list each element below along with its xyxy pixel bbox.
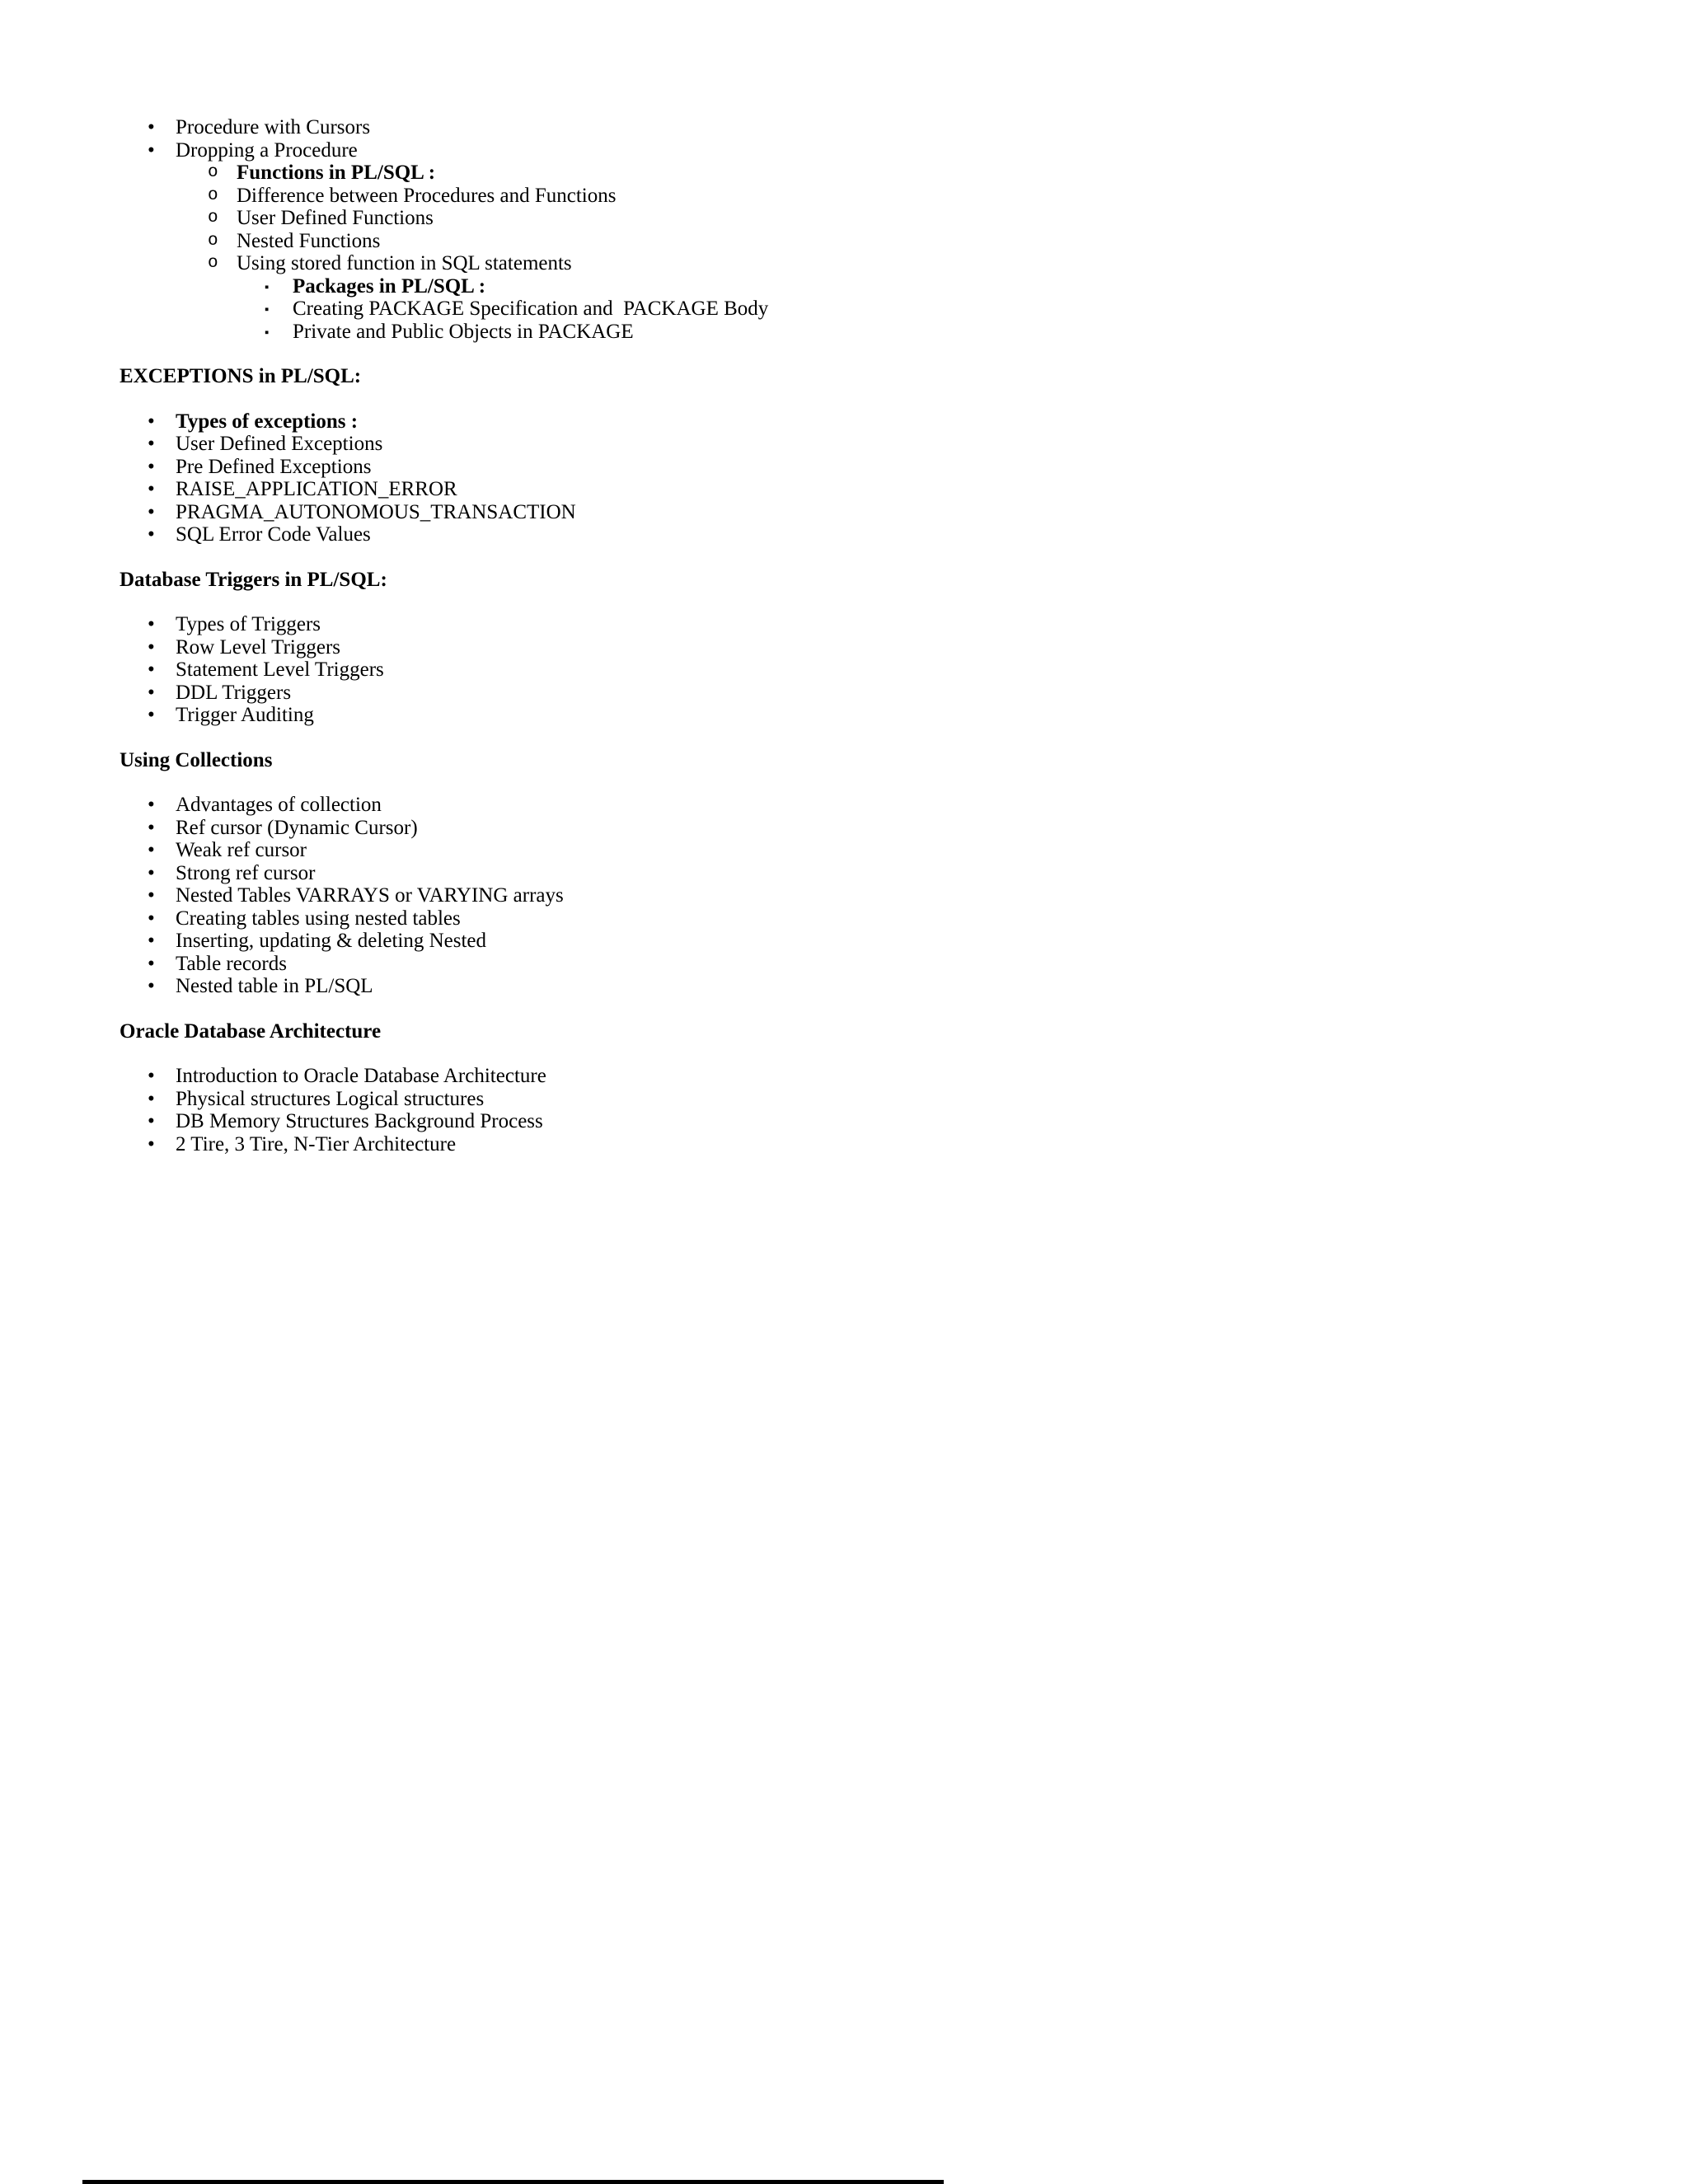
list-item-text: Difference between Procedures and Functions <box>237 184 617 207</box>
bullet-list <box>120 410 1589 546</box>
bullet-list <box>120 794 1589 998</box>
list-item-text: Ref cursor (Dynamic Cursor) <box>176 816 418 839</box>
list-item <box>120 456 1589 479</box>
list-item <box>120 817 1589 840</box>
list-item <box>120 523 1589 546</box>
list-item <box>120 478 1589 501</box>
list-item-text: Creating tables using nested tables <box>176 907 461 930</box>
bullet-icon: ▪ <box>265 280 270 294</box>
list-item-text: Table records <box>176 952 287 975</box>
list-item <box>120 682 1589 705</box>
bullet-icon: • <box>148 930 155 952</box>
list-item <box>120 613 1589 636</box>
list-item <box>120 839 1589 862</box>
bullet-icon: o <box>208 163 218 182</box>
list-item <box>120 252 1589 275</box>
list-item <box>120 1110 1589 1133</box>
list-item <box>120 116 1589 139</box>
list-item-text: Nested table in PL/SQL <box>176 975 373 997</box>
list-item <box>120 230 1589 253</box>
bullet-icon: o <box>208 231 218 251</box>
list-item-text: Inserting, updating & deleting Nested <box>176 930 487 952</box>
bullet-icon: • <box>148 523 155 546</box>
bullet-icon: • <box>148 1065 155 1087</box>
bullet-icon: • <box>148 500 155 523</box>
section-heading: EXCEPTIONS in PL/SQL: <box>120 365 362 387</box>
list-item-text: Using stored function in SQL statements <box>237 252 572 274</box>
bullet-list <box>120 613 1589 727</box>
bullet-icon: • <box>148 839 155 861</box>
list-item-text: Advantages of collection <box>176 794 382 816</box>
list-item <box>120 162 1589 185</box>
bullet-icon: ▪ <box>265 303 270 316</box>
bullet-icon: • <box>148 975 155 997</box>
bullet-icon: • <box>148 794 155 816</box>
list-item-text: RAISE_APPLICATION_ERROR <box>176 478 457 500</box>
list-item-text: Nested Tables VARRAYS or VARYING arrays <box>176 884 564 907</box>
bullet-list <box>120 116 1589 343</box>
bullet-icon: • <box>148 704 155 726</box>
bullet-icon: • <box>148 884 155 907</box>
bullet-icon: • <box>148 613 155 635</box>
section-heading: Oracle Database Architecture <box>120 1019 382 1043</box>
bullet-icon: • <box>148 658 155 681</box>
bullet-icon: • <box>148 116 155 138</box>
list-item-text: Trigger Auditing <box>176 704 314 726</box>
bullet-list <box>120 1065 1589 1155</box>
list-item-text: SQL Error Code Values <box>176 523 371 546</box>
list-item <box>120 704 1589 727</box>
list-item-text: Nested Functions <box>237 229 381 252</box>
section-heading: Using Collections <box>120 748 273 771</box>
bullet-icon: • <box>148 410 155 433</box>
list-item <box>120 139 1589 162</box>
list-item-text: DDL Triggers <box>176 681 292 704</box>
list-item <box>120 185 1589 208</box>
bullet-icon: • <box>148 478 155 500</box>
bullet-icon: o <box>208 254 218 273</box>
list-item-text: User Defined Exceptions <box>176 433 383 455</box>
list-item-text: Physical structures Logical structures <box>176 1087 485 1110</box>
list-item <box>120 862 1589 885</box>
list-item <box>120 501 1589 524</box>
list-item <box>120 636 1589 659</box>
page-bottom-rule <box>82 2180 944 2184</box>
list-item <box>120 794 1589 817</box>
bullet-icon: • <box>148 1110 155 1132</box>
list-item-text: Procedure with Cursors <box>176 116 371 138</box>
list-item-text: Introduction to Oracle Database Architecture <box>176 1065 546 1087</box>
list-item <box>120 658 1589 682</box>
bullet-icon: • <box>148 816 155 839</box>
list-item-text: Functions in PL/SQL : <box>237 162 436 184</box>
list-item <box>120 207 1589 230</box>
list-item <box>120 907 1589 930</box>
list-item <box>120 410 1589 434</box>
bullet-icon: • <box>148 681 155 704</box>
bullet-icon: • <box>148 952 155 975</box>
bullet-icon: • <box>148 907 155 930</box>
bullet-icon: • <box>148 138 155 162</box>
list-item-text: Pre Defined Exceptions <box>176 455 372 478</box>
list-item <box>120 433 1589 456</box>
list-item-text: Private and Public Objects in PACKAGE <box>293 320 634 343</box>
list-item <box>120 975 1589 998</box>
list-item-text: Creating PACKAGE Specification and PACKAGE Body <box>293 298 769 320</box>
bullet-icon: o <box>208 185 218 205</box>
list-item <box>120 298 1589 321</box>
document-content <box>120 116 1589 1155</box>
bullet-icon: o <box>208 209 218 227</box>
list-item <box>120 884 1589 907</box>
bullet-icon: • <box>148 861 155 884</box>
list-item-text: Strong ref cursor <box>176 861 316 884</box>
bullet-icon: • <box>148 1087 155 1110</box>
section-heading: Database Triggers in PL/SQL: <box>120 568 387 591</box>
list-item-text: User Defined Functions <box>237 207 434 229</box>
list-item-text: DB Memory Structures Background Process <box>176 1110 543 1132</box>
bullet-icon: • <box>148 455 155 478</box>
list-item-text: 2 Tire, 3 Tire, N-Tier Architecture <box>176 1132 457 1155</box>
list-item-text: Weak ref cursor <box>176 839 307 861</box>
bullet-icon: • <box>148 433 155 455</box>
bullet-icon: ▪ <box>265 326 270 340</box>
bullet-icon: • <box>148 635 155 658</box>
list-item-text: Dropping a Procedure <box>176 138 358 162</box>
list-item <box>120 275 1589 298</box>
list-item <box>120 1065 1589 1088</box>
list-item-text: Row Level Triggers <box>176 635 340 658</box>
list-item <box>120 321 1589 344</box>
bullet-icon: • <box>148 1132 155 1155</box>
list-item-text: Types of exceptions : <box>176 410 359 433</box>
list-item-text: PRAGMA_AUTONOMOUS_TRANSACTION <box>176 500 576 523</box>
list-item-text: Statement Level Triggers <box>176 658 384 681</box>
list-item <box>120 930 1589 953</box>
list-item-text: Types of Triggers <box>176 613 321 635</box>
list-item <box>120 953 1589 976</box>
list-item-text: Packages in PL/SQL : <box>293 274 486 298</box>
list-item <box>120 1088 1589 1111</box>
list-item <box>120 1133 1589 1156</box>
